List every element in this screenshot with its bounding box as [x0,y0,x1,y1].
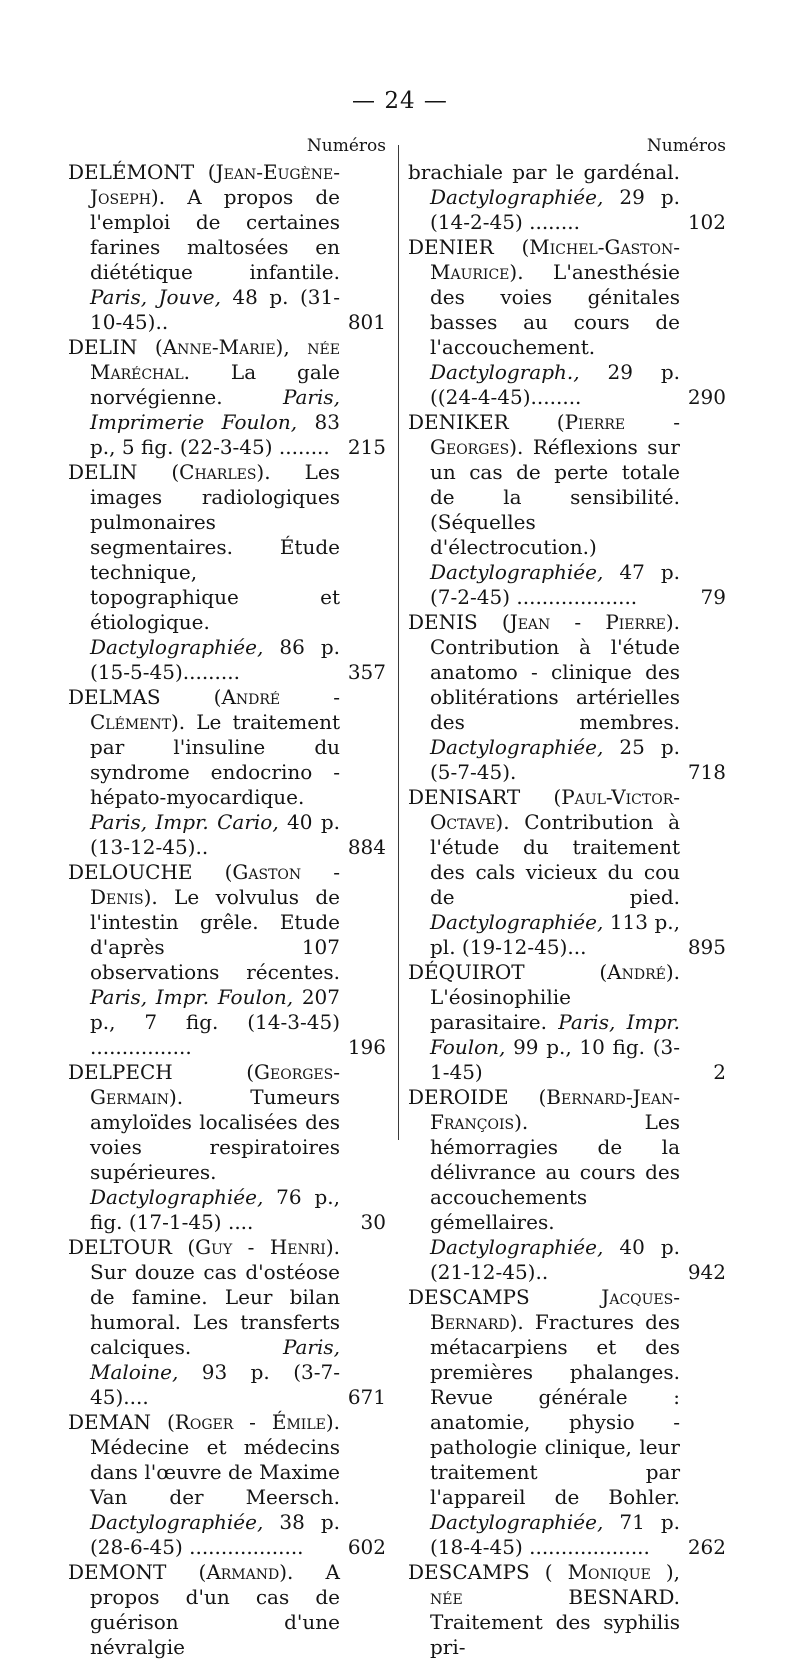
entry-title: La gale norvégienne. [90,360,340,409]
entry-name: DEMAN [68,1410,152,1434]
list-item [68,460,386,685]
entry-title: L'éosinophilie parasitaire. [430,985,571,1034]
entry-given-names: (Paul-Victor-Octave). [430,785,680,834]
list-item [68,860,386,1060]
list-item [68,160,386,335]
entry-number: 290 [687,385,726,409]
entry-number: 942 [687,1260,726,1284]
entry-number: 671 [347,1385,386,1409]
entry-name: DELÉMONT [68,160,195,184]
entry-number: 215 [347,435,386,459]
list-item [408,1085,726,1285]
entry-publisher: Dactylographiée, [430,560,604,584]
entry-number: 357 [347,660,386,684]
entry-number: 884 [347,835,386,859]
entry-details: 40 p. (13-12-45).. [90,810,341,859]
entry-publisher: Dactylographiée, [430,1510,604,1534]
entry-details: 71 p. (18-4-45) ................... [430,1510,680,1559]
entry-details: 76 p., fig. (17-1-45) .... [90,1185,340,1234]
entry-name: DELTOUR [68,1235,172,1259]
entry-name: DELOUCHE [68,860,193,884]
entry-details: 40 p. (21-12-45).. [430,1235,680,1284]
entry-given-names: (Michel-Gaston-Maurice). [430,235,680,284]
entry-name: DEROIDE [408,1085,509,1109]
list-item [68,1560,386,1660]
entry-name: DESCAMPS [408,1285,530,1309]
entry-number: 718 [687,760,726,784]
entry-title: Le volvulus de l'intestin grêle. Etude d'après 107 observations récentes. [90,885,340,984]
list-item [408,160,726,235]
entry-title: Réflexions sur un cas de perte totale de la sensibilité. (Séquelles d'électrocution.) [430,435,680,559]
entry-publisher: Paris, Impr. Foulon, [90,985,294,1009]
entry-publisher: Paris, Impr. Foulon, [430,1010,680,1059]
entry-publisher: Dactylographiée, [90,1185,264,1209]
left-column [68,132,386,1660]
entry-publisher: Dactylographiée, [90,1510,264,1534]
entry-publisher: Paris, Jouve, [90,285,221,309]
entry-name: DELPECH [68,1060,173,1084]
entry-details: 29 p. ((24-4-45)........ [430,360,680,409]
entry-number: 102 [687,210,726,234]
entry-given-names: (Anne-Marie), née Maréchal. [90,335,340,384]
entry-name: DEMONT [68,1560,167,1584]
list-item [408,610,726,785]
list-item [68,685,386,860]
list-item [408,1285,726,1560]
entry-name: DESCAMPS [408,1560,530,1584]
entry-list [68,160,386,1660]
entry-publisher: Paris, Maloine, [90,1335,340,1384]
entry-details: 48 p. (31-10-45).. [90,285,340,334]
entry-name: DENIS [408,610,478,634]
entry-name: DELIN [68,335,138,359]
entry-title: Médecine et médecins dans l'œuvre de Maxime Van der Meersch. [90,1435,340,1509]
list-item [68,1060,386,1235]
right-column [408,132,726,1660]
entry-given-names: (Jean - Pierre). [477,610,680,634]
entry-given-names: (Roger - Émile). [151,1410,340,1434]
entry-name: DELMAS [68,685,161,709]
page-number: — 24 — [352,88,448,114]
entry-list [408,160,726,1660]
entry-publisher: Dactylographiée, [430,910,604,934]
entry-details: 83 p., 5 fig. (22-3-45) ........ [90,410,340,459]
entry-number: 79 [700,585,726,609]
entry-name: DENIKER [408,410,509,434]
list-item [408,960,726,1085]
entry-publisher: Dactylographiée, [430,735,604,759]
entry-number: 801 [347,310,386,334]
list-item [68,1235,386,1410]
entry-details: 47 p. (7-2-45) ................... [430,560,680,609]
entry-publisher: Paris, Imprimerie Foulon, [90,385,340,434]
entry-publisher: Paris, Impr. Cario, [90,810,279,834]
entry-name: DENIER [408,235,494,259]
entry-title: Contribution à l'étude du traitement des cals vicieux du cou de pied. [430,810,680,909]
entry-title: brachiale par le gardénal. [408,160,680,184]
entry-given-names: (Charles). [137,460,271,484]
column-header: Numéros [646,136,726,156]
entry-title: Contribution à l'étude anatomo - clinique des oblitérations artérielles des membres. [430,635,680,734]
list-item [68,1410,386,1560]
entry-title: A propos de l'emploi de certaines farines maltosées en diététique infantile. [90,185,340,284]
entry-given-names: (André). [524,960,680,984]
column-divider [398,145,399,1140]
entry-title: Le traitement par l'insuline du syndrome endocrino - hépato-myocardique. [90,710,340,809]
entry-given-names: ( Monique ), née BESNARD. [430,1560,680,1609]
entry-publisher: Dactylographiée, [430,185,604,209]
entry-given-names: (Guy - Henri). [171,1235,340,1259]
entry-title: Fractures des métacarpiens et des premières phalanges. Revue générale : anatomie, physio - pathologie clinique, leur traitement par l'appareil de Bohler. [430,1310,680,1509]
list-item [408,235,726,410]
entry-given-names: (Pierre - Georges). [430,410,680,459]
entry-details: 86 p. (15-5-45)......... [90,635,340,684]
entry-number: 196 [347,1035,386,1059]
list-item [408,785,726,960]
entry-number: 262 [687,1535,726,1559]
list-item [68,335,386,460]
entry-title: Traitement des syphilis pri- [430,1610,680,1659]
list-item [408,410,726,610]
entry-given-names: (Bernard-Jean-François). [430,1085,680,1134]
entry-details: 93 p. (3-7-45).... [90,1360,340,1409]
entry-details: 113 p., pl. (19-12-45)... [430,910,680,959]
entry-details: 99 p., 10 fig. (3-1-45) [430,1035,680,1084]
entry-name: DENISART [408,785,521,809]
entry-details: 29 p. (14-2-45) ........ [430,185,680,234]
entry-title: Tumeurs amyloïdes localisées des voies respiratoires supérieures. [90,1085,340,1184]
entry-details: 25 p. (5-7-45). [430,735,680,784]
entry-title: Les images radiologiques pulmonaires segmentaires. Étude technique, topographique et étiologique. [90,460,340,634]
entry-publisher: Dactylograph., [430,360,580,384]
entry-number: 895 [687,935,726,959]
entry-title: Les hémorragies de la délivrance au cours des accouchements gémellaires. [430,1110,680,1234]
entry-number: 2 [713,1060,726,1084]
entry-details: 207 p., 7 fig. (14-3-45) ................ [90,985,341,1059]
entry-given-names: (Gaston - Denis). [90,860,340,909]
entry-given-names: Jacques-Bernard). [430,1285,680,1334]
entry-title: Sur douze cas d'ostéose de famine. Leur bilan humoral. Les transferts calciques. [90,1260,340,1359]
entry-given-names: (Georges-Germain). [90,1060,340,1109]
entry-publisher: Dactylographiée, [430,1235,604,1259]
entry-title: L'anesthésie des voies génitales basses au cours de l'accouchement. [430,260,680,359]
entry-name: DÉQUIROT [408,960,525,984]
entry-given-names: (Jean-Eugène-Joseph). [90,160,340,209]
column-header: Numéros [306,136,386,156]
entry-number: 30 [360,1210,386,1234]
entry-title: A propos d'un cas de guérison d'une névralgie [90,1560,340,1659]
entry-number: 602 [347,1535,386,1559]
entry-given-names: (Armand). [166,1560,294,1584]
entry-name: DELIN [68,460,138,484]
list-item [408,1560,726,1660]
entry-given-names: (André - Clément). [90,685,340,734]
entry-publisher: Dactylographiée, [90,635,264,659]
entry-details: 38 p. (28-6-45) .................. [90,1510,340,1559]
